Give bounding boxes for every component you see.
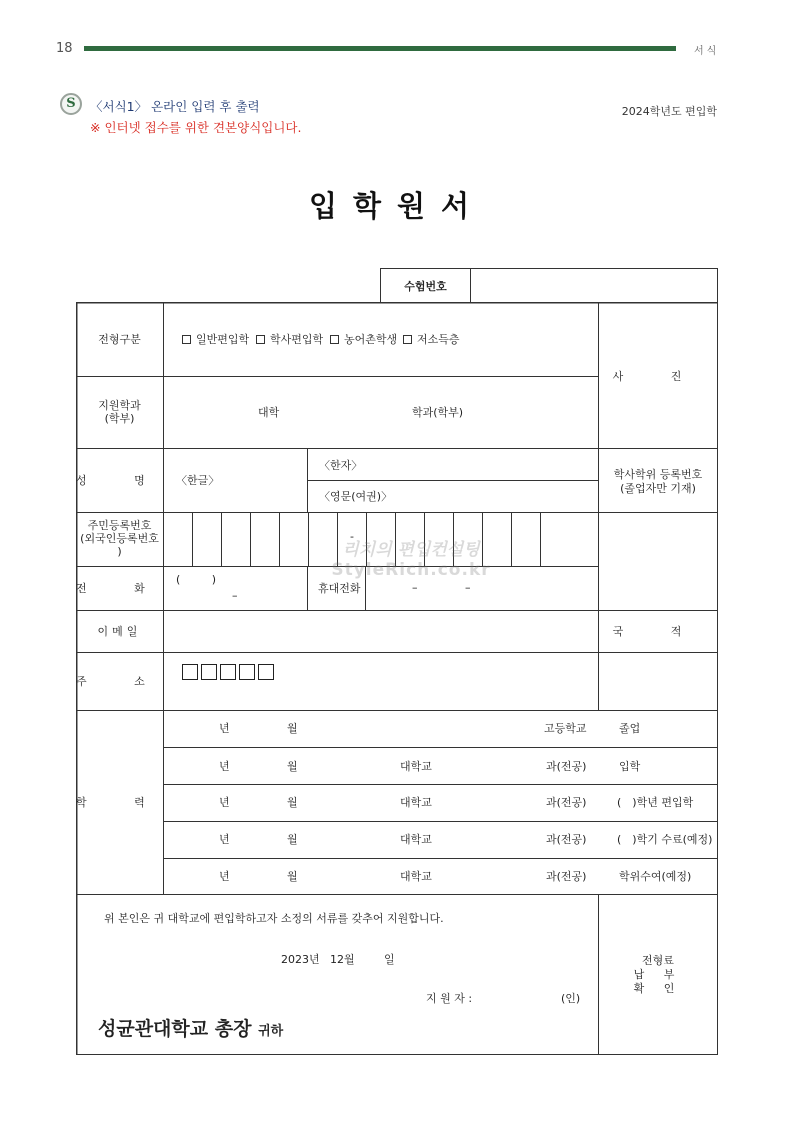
option-general-transfer[interactable]: 일반편입학 bbox=[182, 333, 249, 346]
resident-label-line2: (외국인등록번호 bbox=[80, 532, 159, 545]
watermark-line2: StyleRich.co.kr bbox=[331, 560, 491, 580]
option-rural-student[interactable]: 농어촌학생 bbox=[330, 333, 397, 346]
edu-month: 월 bbox=[287, 796, 298, 809]
address-label: 주 소 bbox=[76, 675, 167, 688]
president-name: 성균관대학교 총장 bbox=[98, 1018, 252, 1040]
postal-box bbox=[220, 664, 236, 680]
edu-year: 년 bbox=[219, 796, 230, 809]
edu-school: 대학교 bbox=[400, 760, 432, 773]
exam-number-value[interactable] bbox=[471, 269, 717, 303]
fee-line1: 전형료 bbox=[642, 954, 674, 967]
page-number: 18 bbox=[56, 41, 73, 56]
option-bachelor-transfer[interactable]: 학사편입학 bbox=[256, 333, 323, 346]
edu-status: 졸업 bbox=[619, 722, 641, 735]
applicant-seal[interactable]: (인) bbox=[561, 992, 581, 1005]
form-label: 〈서식1〉 온라인 입력 후 출력 bbox=[90, 99, 260, 114]
photo-label: 사 진 bbox=[612, 370, 704, 383]
phone-label: 전 화 bbox=[76, 582, 167, 595]
resident-dash: - bbox=[350, 530, 354, 543]
education-label: 학 력 bbox=[76, 796, 167, 809]
edu-school-type: 과(전공) bbox=[546, 760, 587, 773]
postal-box bbox=[239, 664, 255, 680]
edu-school: 대학교 bbox=[400, 796, 432, 809]
applicant-label: 지 원 자 : bbox=[426, 992, 473, 1005]
nationality-label: 국 적 bbox=[612, 625, 704, 638]
department-label-line1: 지원학과 bbox=[98, 399, 141, 412]
name-label: 성 명 bbox=[76, 474, 167, 487]
section-label: 서식 bbox=[694, 46, 720, 57]
date-day: 일 bbox=[384, 953, 395, 966]
major-suffix: 학과(학부) bbox=[412, 406, 464, 419]
edu-month: 월 bbox=[287, 760, 298, 773]
university-logo bbox=[60, 93, 82, 115]
edu-year: 년 bbox=[219, 760, 230, 773]
fee-line3: 확 인 bbox=[633, 982, 683, 995]
name-hanja[interactable]: 〈한자〉 bbox=[319, 459, 363, 472]
edu-school: 대학교 bbox=[400, 833, 432, 846]
phone-area-paren[interactable]: ( ) bbox=[176, 573, 217, 586]
president-suffix: 귀하 bbox=[258, 1024, 284, 1039]
date-year: 2023년 bbox=[281, 953, 320, 966]
edu-year: 년 bbox=[219, 722, 230, 735]
mobile-dash-2: – bbox=[465, 581, 471, 594]
edu-status: ( )학년 편입학 bbox=[617, 796, 694, 809]
postal-code-boxes[interactable] bbox=[182, 664, 277, 680]
fee-line2: 납 부 bbox=[633, 968, 683, 981]
edu-status: 입학 bbox=[619, 760, 641, 773]
edu-year: 년 bbox=[219, 870, 230, 883]
header-rule bbox=[84, 46, 676, 51]
edu-status: ( )학기 수료(예정) bbox=[617, 833, 713, 846]
year-label: 2024학년도 편입학 bbox=[621, 105, 717, 118]
mobile-label: 휴대전화 bbox=[318, 582, 361, 595]
logo-letter: S bbox=[66, 96, 76, 111]
checkbox[interactable] bbox=[182, 335, 191, 344]
postal-box bbox=[182, 664, 198, 680]
postal-box bbox=[258, 664, 274, 680]
email-label: 이메일 bbox=[97, 625, 142, 638]
notice-text: ※ 인터넷 접수를 위한 견본양식입니다. bbox=[90, 120, 302, 135]
declaration-text: 위 본인은 귀 대학교에 편입학하고자 소정의 서류를 갖추어 지원합니다. bbox=[104, 912, 444, 925]
admission-type-label: 전형구분 bbox=[98, 333, 141, 346]
checkbox[interactable] bbox=[330, 335, 339, 344]
department-label-line2: (학부) bbox=[104, 412, 135, 425]
edu-year: 년 bbox=[219, 833, 230, 846]
option-low-income[interactable]: 저소득층 bbox=[403, 333, 460, 346]
mobile-dash-1: – bbox=[412, 581, 418, 594]
resident-label-line1: 주민등록번호 bbox=[87, 519, 152, 532]
form-grid bbox=[76, 302, 718, 1055]
edu-school-type: 과(전공) bbox=[546, 833, 587, 846]
email-input[interactable] bbox=[164, 611, 598, 652]
name-korean[interactable]: 〈한글〉 bbox=[176, 474, 220, 487]
name-english[interactable]: 〈영문(여권)〉 bbox=[319, 490, 393, 503]
edu-school-type: 과(전공) bbox=[546, 796, 587, 809]
president-salutation bbox=[98, 1017, 283, 1044]
page-title: 입학원서 bbox=[308, 189, 486, 223]
degree-reg-line2: (졸업자만 기재) bbox=[620, 482, 696, 495]
checkbox[interactable] bbox=[403, 335, 412, 344]
edu-month: 월 bbox=[287, 833, 298, 846]
edu-school: 대학교 bbox=[400, 870, 432, 883]
edu-school-type: 고등학교 bbox=[544, 722, 587, 735]
exam-number-label: 수험번호 bbox=[381, 269, 471, 303]
checkbox[interactable] bbox=[256, 335, 265, 344]
edu-month: 월 bbox=[287, 722, 298, 735]
postal-box bbox=[201, 664, 217, 680]
watermark-line1: 리치의 편입컨설팅 bbox=[342, 540, 480, 560]
edu-status: 학위수여(예정) bbox=[619, 870, 692, 883]
degree-reg-line1: 학사학위 등록번호 bbox=[613, 468, 703, 481]
phone-dash: – bbox=[232, 589, 238, 602]
resident-label-line3: ) bbox=[117, 545, 122, 558]
date-month: 12월 bbox=[330, 953, 355, 966]
exam-number-box bbox=[380, 268, 718, 303]
college-suffix: 대학 bbox=[258, 406, 280, 419]
application-form bbox=[76, 302, 718, 1055]
edu-month: 월 bbox=[287, 870, 298, 883]
edu-school-type: 과(전공) bbox=[546, 870, 587, 883]
